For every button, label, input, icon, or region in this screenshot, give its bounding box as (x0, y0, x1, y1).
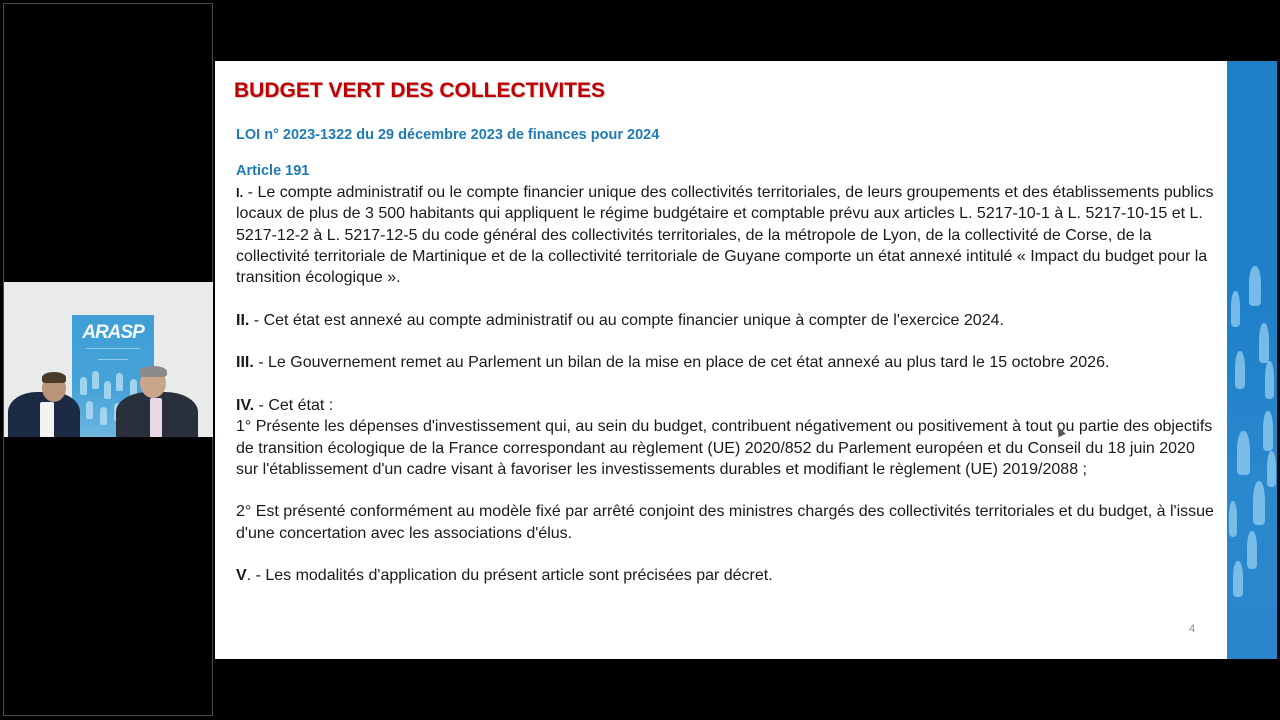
section-i: I. - Le compte administratif ou le compte financier unique des collectivités territoriales, de leurs groupements et des établissements publics locaux de plus de 3 500 habitants qui appliquent le régime budgétaire et comptable prévu aux articles L. 5217-10-1 à L. 5217-10-15 et L. 5217-12-2 à L. 5217-12-5 du code général des collectivités territoriales, de la métropole de Lyon, de la collectivité de Corse, de la collectivité territoriale de Martinique et de la collectivité territoriale de Guyane comporte un état annexé intitulé « Impact du budget pour la transition écologique ». (236, 184, 1214, 287)
slide-title: BUDGET VERT DES COLLECTIVITES (234, 79, 606, 102)
article-heading: Article 191 (236, 163, 310, 179)
article-body (236, 182, 1221, 608)
law-reference: LOI n° 2023-1322 du 29 décembre 2023 de finances pour 2024 (236, 127, 660, 143)
arasp-logo: ARASP (82, 322, 144, 343)
speaker-camera-feed (4, 282, 213, 437)
section-iv-item-1: 1° Présente les dépenses d'investissement qui, au sein du budget, contribuent négativement ou positivement à tout ou partie des objectifs de transition écologique de la France correspondant au règlement (UE) 2020/852 du Parlement européen et du Conseil du 18 juin 2020 sur l'établissement d'un cadre visant à favoriser les investissements durables et modifiant le règlement (UE) 2019/2088 ; (236, 418, 1213, 478)
section-iv: IV. - Cet état : (236, 396, 334, 414)
section-ii: II. - Cet état est annexé au compte administratif ou au compte financier unique à compter de l'exercice 2024. (236, 311, 1004, 329)
slide-page-number: 4 (1189, 623, 1196, 635)
section-iii: III. - Le Gouvernement remet au Parlement un bilan de la mise en place de cet état annexé au plus tard le 15 octobre 2026. (236, 354, 1110, 372)
presentation-slide (215, 61, 1277, 659)
banner-tagline (86, 348, 140, 349)
section-v: V. - Les modalités d'application du présent article sont précisées par décret. (236, 567, 773, 585)
banner-url (98, 359, 128, 360)
section-iv-item-2: 2° Est présenté conformément au modèle fixé par arrêté conjoint des ministres chargés des collectivités territoriales et du budget, à l'issue d'une concertation avec les associations d'élus. (236, 503, 1214, 542)
decorative-blue-band (1227, 61, 1277, 659)
